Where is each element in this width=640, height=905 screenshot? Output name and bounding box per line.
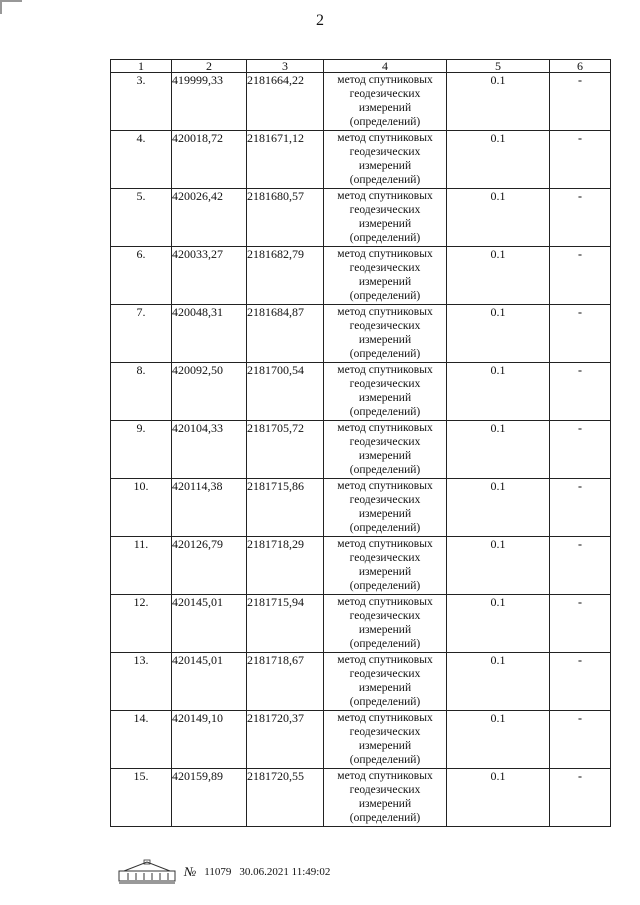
cell-method: метод спутниковых геодезических измерений (определений) (324, 421, 447, 479)
cell-method: метод спутниковых геодезических измерений (определений) (324, 189, 447, 247)
cell-y-coordinate: 2181718,67 (247, 653, 324, 711)
cell-x-coordinate: 420145,01 (172, 653, 247, 711)
cell-y-coordinate: 2181720,37 (247, 711, 324, 769)
cell-method: метод спутниковых геодезических измерений (определений) (324, 711, 447, 769)
cell-x-coordinate: 419999,33 (172, 73, 247, 131)
cell-x-coordinate: 420092,50 (172, 363, 247, 421)
header-col-5: 5 (447, 60, 550, 73)
table-row (111, 595, 611, 653)
table-row (111, 537, 611, 595)
cell-x-coordinate: 420149,10 (172, 711, 247, 769)
building-stamp-icon (118, 859, 176, 885)
table-row (111, 653, 611, 711)
cell-accuracy: 0.1 (447, 73, 550, 131)
signature-mark: № (184, 864, 197, 879)
cell-accuracy: 0.1 (447, 305, 550, 363)
cell-note: - (550, 769, 611, 827)
cell-y-coordinate: 2181684,87 (247, 305, 324, 363)
cell-number: 11. (111, 537, 172, 595)
cell-note: - (550, 595, 611, 653)
cell-method: метод спутниковых геодезических измерений (определений) (324, 131, 447, 189)
cell-note: - (550, 305, 611, 363)
cell-x-coordinate: 420104,33 (172, 421, 247, 479)
cell-method: метод спутниковых геодезических измерений (определений) (324, 537, 447, 595)
cell-accuracy: 0.1 (447, 595, 550, 653)
cell-note: - (550, 653, 611, 711)
cell-method: метод спутниковых геодезических измерений (определений) (324, 595, 447, 653)
cell-note: - (550, 189, 611, 247)
cell-accuracy: 0.1 (447, 363, 550, 421)
cell-accuracy: 0.1 (447, 479, 550, 537)
header-col-3: 3 (247, 60, 324, 73)
cell-x-coordinate: 420018,72 (172, 131, 247, 189)
table-row (111, 363, 611, 421)
table-row (111, 769, 611, 827)
cell-method: метод спутниковых геодезических измерений (определений) (324, 247, 447, 305)
timestamp: 30.06.2021 11:49:02 (239, 866, 331, 878)
cell-method: метод спутниковых геодезических измерений (определений) (324, 73, 447, 131)
cell-accuracy: 0.1 (447, 421, 550, 479)
table-row (111, 305, 611, 363)
coordinates-table (110, 59, 611, 827)
table-row (111, 421, 611, 479)
cell-x-coordinate: 420048,31 (172, 305, 247, 363)
cell-note: - (550, 73, 611, 131)
cell-number: 7. (111, 305, 172, 363)
cell-x-coordinate: 420114,38 (172, 479, 247, 537)
table-row (111, 131, 611, 189)
cell-method: метод спутниковых геодезических измерений (определений) (324, 653, 447, 711)
cell-number: 12. (111, 595, 172, 653)
table-row (111, 711, 611, 769)
cell-y-coordinate: 2181718,29 (247, 537, 324, 595)
cell-y-coordinate: 2181700,54 (247, 363, 324, 421)
cell-number: 14. (111, 711, 172, 769)
cell-y-coordinate: 2181680,57 (247, 189, 324, 247)
cell-accuracy: 0.1 (447, 769, 550, 827)
footer (118, 858, 330, 886)
cell-note: - (550, 537, 611, 595)
cell-y-coordinate: 2181715,94 (247, 595, 324, 653)
header-col-2: 2 (172, 60, 247, 73)
header-col-6: 6 (550, 60, 611, 73)
cell-y-coordinate: 2181682,79 (247, 247, 324, 305)
cell-number: 3. (111, 73, 172, 131)
header-col-4: 4 (324, 60, 447, 73)
cell-accuracy: 0.1 (447, 189, 550, 247)
cell-note: - (550, 421, 611, 479)
cell-x-coordinate: 420026,42 (172, 189, 247, 247)
cell-method: метод спутниковых геодезических измерений (определений) (324, 479, 447, 537)
cell-y-coordinate: 2181720,55 (247, 769, 324, 827)
cell-x-coordinate: 420159,89 (172, 769, 247, 827)
cell-number: 4. (111, 131, 172, 189)
cell-x-coordinate: 420033,27 (172, 247, 247, 305)
table-row (111, 73, 611, 131)
cell-y-coordinate: 2181715,86 (247, 479, 324, 537)
table-row (111, 189, 611, 247)
cell-note: - (550, 363, 611, 421)
cell-accuracy: 0.1 (447, 537, 550, 595)
table-row (111, 479, 611, 537)
table-row (111, 247, 611, 305)
cell-x-coordinate: 420145,01 (172, 595, 247, 653)
cell-accuracy: 0.1 (447, 711, 550, 769)
cell-accuracy: 0.1 (447, 247, 550, 305)
cell-number: 9. (111, 421, 172, 479)
cell-number: 10. (111, 479, 172, 537)
cell-note: - (550, 479, 611, 537)
cell-method: метод спутниковых геодезических измерений (определений) (324, 769, 447, 827)
document-number: 11079 (204, 866, 232, 878)
table-header-row (111, 60, 611, 73)
cell-number: 8. (111, 363, 172, 421)
cell-note: - (550, 711, 611, 769)
cell-accuracy: 0.1 (447, 653, 550, 711)
cell-number: 5. (111, 189, 172, 247)
cell-number: 6. (111, 247, 172, 305)
header-col-1: 1 (111, 60, 172, 73)
cell-y-coordinate: 2181705,72 (247, 421, 324, 479)
cell-method: метод спутниковых геодезических измерений (определений) (324, 305, 447, 363)
cell-method: метод спутниковых геодезических измерений (определений) (324, 363, 447, 421)
cell-number: 15. (111, 769, 172, 827)
cell-note: - (550, 131, 611, 189)
cell-y-coordinate: 2181671,12 (247, 131, 324, 189)
cell-note: - (550, 247, 611, 305)
cell-accuracy: 0.1 (447, 131, 550, 189)
cell-y-coordinate: 2181664,22 (247, 73, 324, 131)
page-number: 2 (316, 12, 324, 29)
cell-x-coordinate: 420126,79 (172, 537, 247, 595)
cell-number: 13. (111, 653, 172, 711)
